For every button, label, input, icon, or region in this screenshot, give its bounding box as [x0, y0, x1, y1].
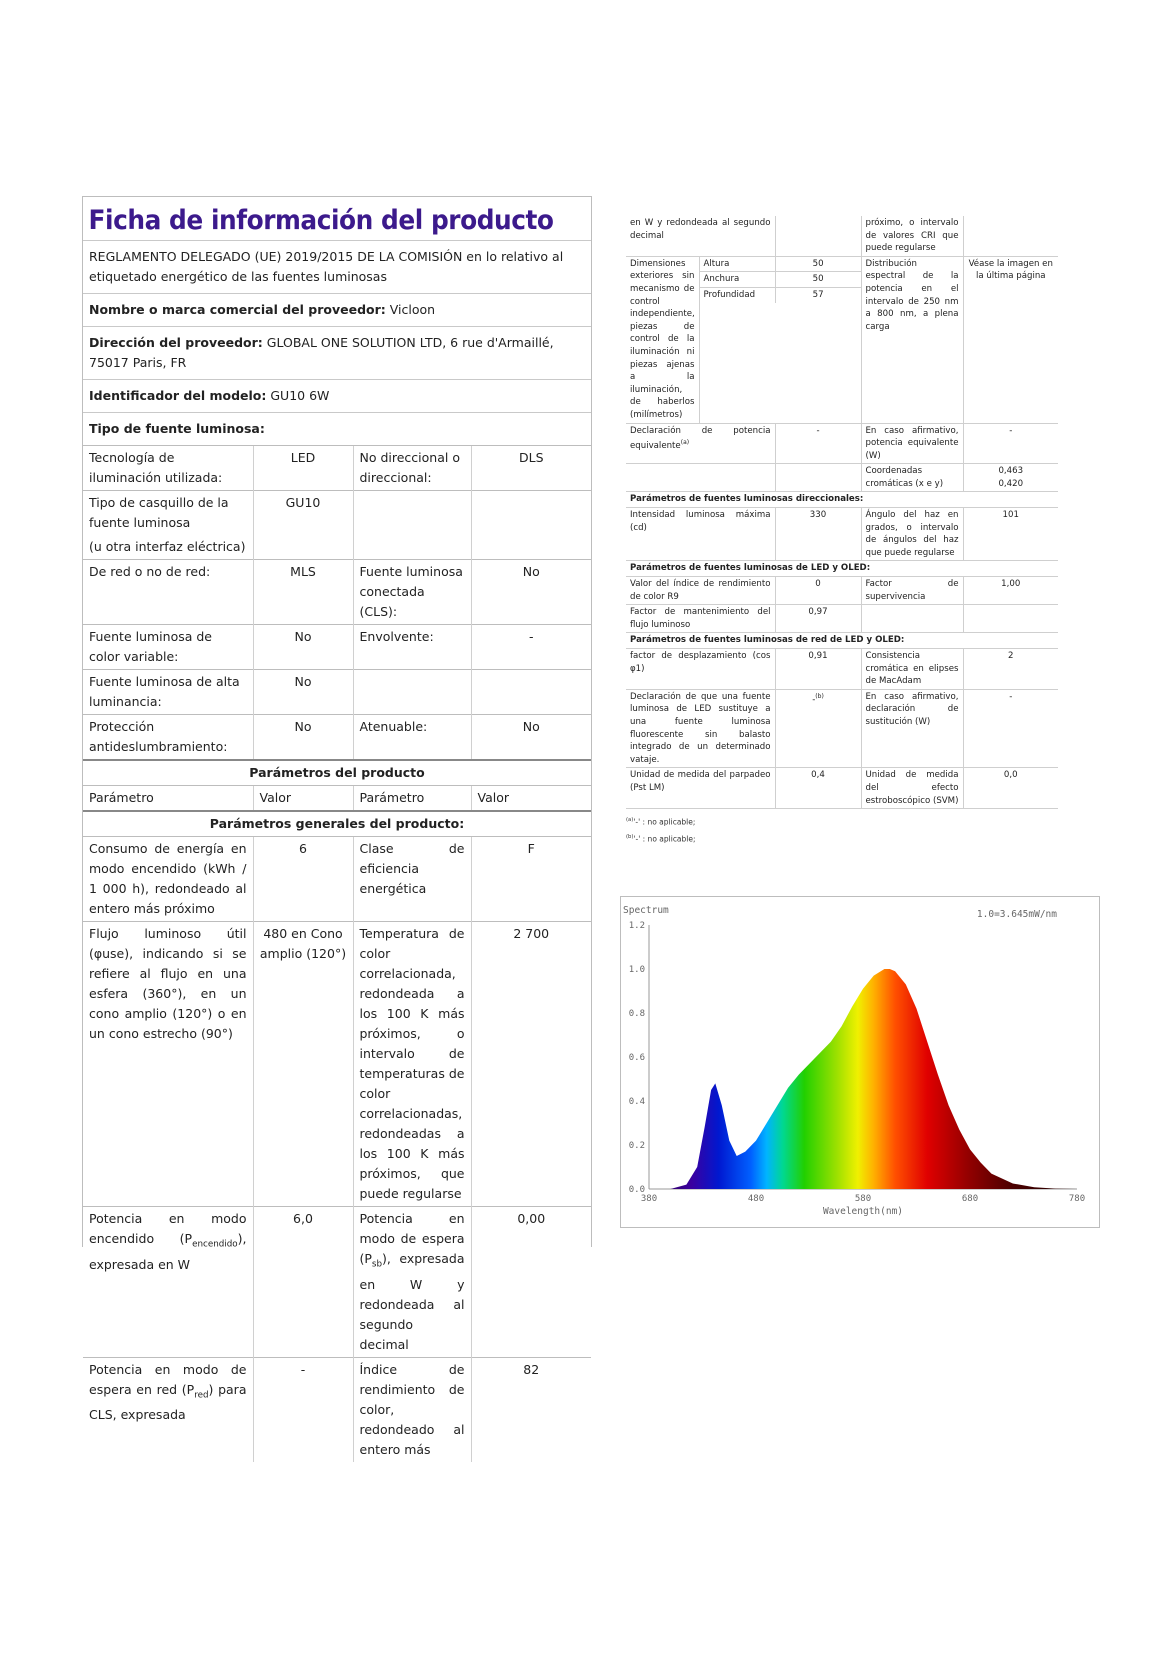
table-row: [700, 287, 861, 302]
param-value: -: [253, 1357, 353, 1462]
param-label: Consistencia cromática en elipses de MacAdam: [861, 649, 963, 690]
param-label: Temperatura de color correlacionada, redondeada a los 100 K más próximos, o intervalo de temperaturas de color correlacionadas, redondeadas a los 100 K más próximos, que puede regularse: [353, 922, 471, 1207]
param-label: en W y redondeada al segundo decimal: [626, 216, 775, 256]
model-label: Identificador del modelo:: [89, 388, 267, 403]
supplier-address-row: [83, 326, 591, 379]
table-row: [626, 508, 1058, 561]
table-row: [626, 256, 1058, 423]
param-label: Valor del índice de rendimiento de color R9: [626, 577, 775, 605]
param-value: 0,463 0,420: [963, 464, 1058, 492]
param-value: LED: [253, 446, 353, 491]
param-label: Tipo de casquillo de la fuente luminosa (u otra interfaz eléctrica): [83, 491, 253, 560]
dimensions-cell: [699, 256, 861, 423]
page-title: Ficha de información del producto: [88, 205, 554, 236]
table-row: [626, 768, 1058, 809]
param-value: 6: [253, 837, 353, 922]
dim-name: Profundidad: [703, 289, 756, 300]
table-row: [83, 922, 591, 1207]
table-row: [626, 689, 1058, 768]
section-header: [626, 492, 1058, 508]
supplier-name-label: Nombre o marca comercial del proveedor:: [89, 302, 386, 317]
x-tick-label: 580: [854, 1194, 872, 1204]
param-value: No: [253, 715, 353, 761]
table-row: [83, 715, 591, 761]
param-label: Tecnología de iluminación utilizada:: [83, 446, 253, 491]
param-label: Flujo luminoso útil (φuse), indicando si se refiere al flujo en una esfera (360°), en un cono amplio (120°) o en un cono estrecho (90°): [83, 922, 253, 1207]
param-value: 82: [471, 1357, 591, 1462]
chart-title: Spectrum: [623, 905, 669, 916]
model-row: [83, 379, 591, 412]
param-label: Potencia en modo encendido $(P_{encendido})$, expresada en W: [83, 1207, 253, 1358]
param-value: -: [963, 689, 1058, 768]
param-label: Atenuable:: [353, 715, 471, 761]
param-value: 2: [963, 649, 1058, 690]
param-value: -$^{(b)}$: [775, 689, 861, 768]
param-value: 0: [775, 577, 861, 605]
y-tick-label: 0.6: [628, 1053, 645, 1063]
param-label: Índice de rendimiento de color, redondeado al entero más: [353, 1357, 471, 1462]
table-row: [83, 625, 591, 670]
param-value: 101: [963, 508, 1058, 561]
dimensions-table: [700, 257, 861, 303]
params-title: Parámetros del producto: [83, 760, 591, 786]
table-row: [83, 491, 591, 560]
table-row: [626, 605, 1058, 633]
param-label: Potencia en modo de espera $(P_{sb})$, expresada en W y redondeada al segundo decimal: [353, 1207, 471, 1358]
y-tick-label: 0.4: [628, 1097, 645, 1107]
supplier-name: Vicloon: [389, 302, 436, 317]
x-tick-label: 380: [640, 1194, 658, 1204]
param-label: Factor de supervivencia: [861, 577, 963, 605]
param-label: Envolvente:: [353, 625, 471, 670]
supplier-name-row: [83, 293, 591, 326]
dim-name: Altura: [700, 257, 776, 272]
param-value: 0,00: [471, 1207, 591, 1358]
param-value: F: [471, 837, 591, 922]
y-tick-label: 1.0: [628, 965, 645, 975]
spectrum-svg: [621, 897, 1099, 1227]
section-header: [626, 633, 1058, 649]
param-label: Clase de eficiencia energética: [353, 837, 471, 922]
table-row: [626, 464, 1058, 492]
col-header-param: Parámetro: [353, 786, 471, 812]
y-tick-label: 1.2: [628, 921, 645, 931]
y-tick-label: 0.0: [628, 1185, 645, 1195]
param-label: próximo, o intervalo de valores CRI que puede regularse: [861, 216, 963, 256]
table-row: [626, 577, 1058, 605]
supplier-address: GLOBAL ONE SOLUTION LTD, 6 rue d'Armaillé, 75017 Paris, FR: [89, 335, 554, 370]
general-title: Parámetros generales del producto:: [83, 811, 591, 837]
dim-value: 50: [775, 272, 860, 288]
param-label: Dimensiones exteriores sin mecanismo de control independiente, piezas de control de la iluminación ni piezas ajenas a la iluminación, de haberlos (milímetros): [626, 256, 699, 423]
param-value: 0,97: [775, 605, 861, 633]
param-value: Véase la imagen en la última página: [963, 256, 1058, 423]
dim-name: Anchura: [700, 272, 776, 288]
param-label: Unidad de medida del efecto estroboscópico (SVM): [861, 768, 963, 809]
table-row: [700, 272, 861, 288]
param-label: En caso afirmativo, potencia equivalente (W): [861, 423, 963, 464]
param-value: No: [471, 560, 591, 625]
param-label: Declaración de que una fuente luminosa de LED sustituye a una fuente luminosa fluorescente sin balasto integrado de un determinado vataje.: [626, 689, 775, 768]
param-label: Potencia en modo de espera en red $(P_{red})$ para CLS, expresada: [83, 1357, 253, 1462]
y-tick-label: 0.2: [628, 1141, 645, 1151]
directional-title: Parámetros de fuentes luminosas direccionales:: [626, 492, 1058, 508]
source-type-label: Tipo de fuente luminosa:: [89, 421, 265, 436]
param-value: 0,4: [775, 768, 861, 809]
led-title: Parámetros de fuentes luminosas de LED y OLED:: [626, 561, 1058, 577]
section-header: [83, 811, 591, 837]
param-value: 480 en Cono amplio (120°): [253, 922, 353, 1207]
table-row: [83, 670, 591, 715]
param-label: Unidad de medida del parpadeo (Pst LM): [626, 768, 775, 809]
supplier-address-label: Dirección del proveedor:: [89, 335, 263, 350]
param-value: 1,00: [963, 577, 1058, 605]
table-row: [83, 560, 591, 625]
param-value: GU10: [253, 491, 353, 560]
source-type-row: [83, 412, 591, 445]
table-row: [83, 837, 591, 922]
section-header: [83, 760, 591, 786]
param-value: DLS: [471, 446, 591, 491]
param-label: Fuente luminosa de color variable:: [83, 625, 253, 670]
param-value: -: [471, 625, 591, 670]
dim-value: 50: [775, 257, 860, 272]
table-row: [83, 1207, 591, 1358]
continued-params-table: [626, 216, 1058, 809]
param-label: Coordenadas cromáticas (x e y): [861, 464, 963, 492]
param-value: No: [253, 670, 353, 715]
x-tick-label: 780: [1068, 1194, 1086, 1204]
param-label: Protección antideslumbramiento:: [83, 715, 253, 761]
model-id: GU10 6W: [270, 388, 330, 403]
dim-value: 57: [775, 287, 860, 302]
param-value: -: [963, 423, 1058, 464]
param-label: Factor de mantenimiento del flujo luminoso: [626, 605, 775, 633]
table-row: [83, 1357, 591, 1462]
table-row: [626, 649, 1058, 690]
param-label: Distribución espectral de la potencia en el intervalo de 250 nm a 800 nm, a plena carga: [861, 256, 963, 423]
spectrum-chart: [620, 896, 1100, 1228]
column-header-row: [83, 786, 591, 812]
x-tick-label: 480: [747, 1194, 765, 1204]
table-row: [83, 446, 591, 491]
col-header-value: Valor: [471, 786, 591, 812]
param-value: 6,0: [253, 1207, 353, 1358]
param-label: Intensidad luminosa máxima (cd): [626, 508, 775, 561]
param-label: No direccional o direccional:: [353, 446, 471, 491]
param-value: -: [775, 423, 861, 464]
param-value: 0,91: [775, 649, 861, 690]
x-axis-label: Wavelength(nm): [822, 1206, 904, 1217]
param-value: 330: [775, 508, 861, 561]
param-label: De red o no de red:: [83, 560, 253, 625]
y-tick-label: 0.8: [628, 1009, 645, 1019]
param-label: Consumo de energía en modo encendido (kWh / 1 000 h), redondeado al entero más próximo: [83, 837, 253, 922]
param-value: MLS: [253, 560, 353, 625]
section-header: [626, 561, 1058, 577]
param-label: Fuente luminosa conectada (CLS):: [353, 560, 471, 625]
param-label: Declaración de potencia equivalente$^{(a)}$: [626, 423, 775, 464]
footnote-a: $^{(a)}$'-' : no aplicable;: [626, 817, 696, 827]
col-header-param: Parámetro: [83, 786, 253, 812]
table-row: [626, 216, 1058, 256]
param-label: Ángulo del haz en grados, o intervalo de ángulos del haz que puede regularse: [861, 508, 963, 561]
param-value: 2 700: [471, 922, 591, 1207]
table-row: [626, 423, 1058, 464]
param-label: Fuente luminosa de alta luminancia:: [83, 670, 253, 715]
product-info-sheet: [82, 196, 592, 1457]
mains-led-title: Parámetros de fuentes luminosas de red de LED y OLED:: [626, 633, 1058, 649]
continued-params: [626, 216, 1058, 846]
param-value: No: [471, 715, 591, 761]
general-params-table: [83, 445, 591, 1462]
param-value: 0,0: [963, 768, 1058, 809]
x-tick-label: 680: [961, 1194, 979, 1204]
scale-note: 1.0=3.645mW/nm: [976, 909, 1057, 920]
param-label: factor de desplazamiento (cos φ1): [626, 649, 775, 690]
spectrum-area: [649, 969, 1077, 1189]
param-label: En caso afirmativo, declaración de sustitución (W): [861, 689, 963, 768]
table-row: [700, 257, 861, 272]
regulation-text: REGLAMENTO DELEGADO (UE) 2019/2015 DE LA COMISIÓN en lo relativo al etiquetado energético de las fuentes luminosas: [83, 240, 591, 293]
col-header-value: Valor: [253, 786, 353, 812]
param-value: No: [253, 625, 353, 670]
footnote-b: $^{(b)}$'-' : no aplicable;: [626, 833, 696, 844]
